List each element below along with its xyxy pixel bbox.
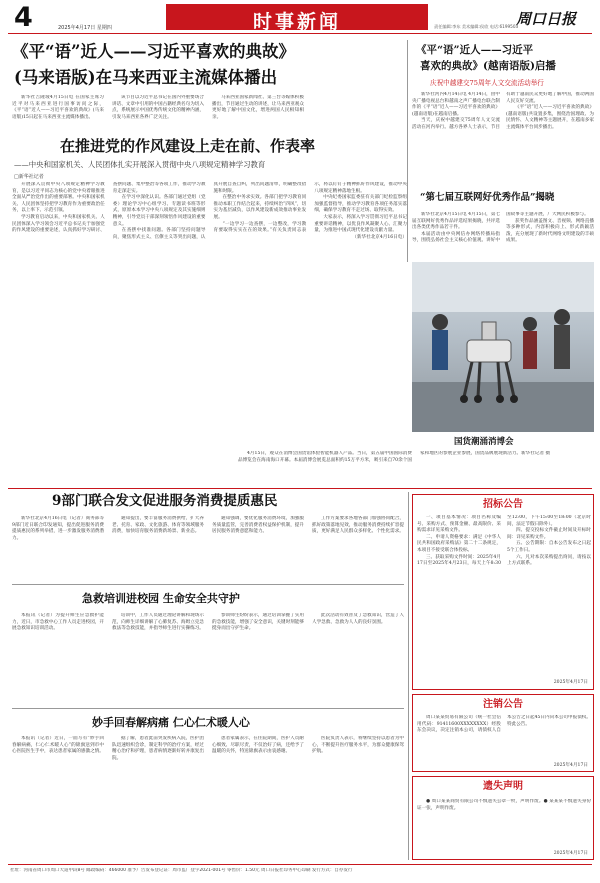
first-aid-paragraph: 本报讯（记者）为提升师生应急救护能力，近日，市急救中心工作人员走进校园，开展急救知识培训活动。 [12, 613, 104, 632]
education-paragraph: 开展深入贯彻中央八项规定精神学习教育，是以习近平同志为核心的党中央着眼推进全面从严治党作出的重要部署。中央和国家机关、人民团体坚持把学习教育作为重要政治任务，以上率下、示范引领。 [12, 182, 105, 214]
internet-paragraph: 获奖作品涵盖图文、音视频、网络直播等多种形式，内容积极向上、形式新颖活泼，充分展现了新时代网络文明建设的丰硕成果。 [506, 218, 594, 244]
doctor-paragraph: 据了解，患者此前突发疾病入院，医护团队迅速组织会诊，制定科学的治疗方案，经过精心治疗和护理，患者病情逐渐好转并康复出院。 [112, 736, 204, 761]
lost-body [417, 799, 591, 847]
recruit-paragraph: 六、凡对本次采购提出询问，请按以上方式联系。 [507, 554, 591, 567]
education-subtitle: ——中央和国家机关、人民团体扎实开展深入贯彻中央八项规定精神学习教育 [14, 160, 266, 169]
education-paragraph: 中央纪委国家监委驻有关部门纪检监察组加强监督指导，推动学习教育各项任务落实落细，确保学习教育不走过场、取得实效。 [314, 195, 407, 214]
recruit-title: 招标公告 [483, 499, 523, 510]
education-paragraph: 在查摆中找准问题。各部门坚持问题导向，聚焦形式主义、官僚主义等突出问题，认真开展自查自纠，列出问题清单，明确整改措施和时限。 [112, 182, 307, 240]
first-aid-paragraph: 参训师生纷纷表示，通过培训掌握了实用的急救技能，增强了安全意识，关键时刻能够挺身而出守护生命。 [212, 613, 304, 632]
masthead [0, 0, 600, 36]
cancel-title: 注销公告 [483, 699, 523, 710]
lost-title: 遗失声明 [483, 781, 523, 792]
internet-paragraph: 新华社北京4月15日电 4月15日，第七届互联网好优秀作品评选结果揭晓，共评选出各类优秀作品若干件。 [412, 212, 500, 231]
internet-story-body [412, 212, 594, 260]
doctor-paragraph: 本报讯（记者）近日，一面写有“妙手回春解病痛，仁心仁术暖人心”的锦旗送到市中心医院医生手中，表达患者家属的感激之情。 [12, 736, 104, 755]
paper-logo: 周口日报 [516, 10, 577, 28]
education-paragraph: 在整治中务求实效。各部门把学习教育同推动本职工作结合起来，持续纠治“四风”，切实为基层减负，以作风建设新成效推动事业发展。 [213, 195, 307, 220]
education-paragraph: 大家表示，将深入学习贯彻习近平总书记重要讲话精神，以优良作风凝聚人心、汇聚力量，为推进中国式现代化建设贡献力量。 [314, 214, 407, 234]
right-top-paragraph: 当天，庆祝中越建交75周年人文交流活动在河内举行。越方各界人士表示，节目有助于越南民众更好地了解中国，推动两国人民友好交流。 [412, 92, 594, 130]
lead-title-line2: (马来语版)在马来西亚主流媒体播出 [14, 68, 278, 87]
section-title: 时事新闻 [252, 11, 341, 33]
doctor-paragraph: 患者家属表示，在住院期间，医护人员耐心细致、尽职尽责，不仅治好了病，还给予了温暖的关怀，特送锦旗表示由衷感谢。 [212, 736, 304, 755]
education-paragraph: “一边学习一边查摆，一边整改，学习教育要取得实实在在的效果。”有关负责同志表示，将以钉钉子精神抓好作风建设，推动中央八项规定精神落地生根。 [213, 182, 407, 234]
cancel-notice [412, 694, 594, 772]
services-paragraph: 通知强调，要优化服务消费环境，加强服务质量监管，完善消费者权益保护机制，提升居民服务消费意愿和能力。 [212, 516, 304, 535]
first-aid-paragraph: 培训中，工作人员通过理论讲解和现场示范，向师生详细讲解了心肺复苏、海姆立克急救法等急救技能，并指导师生进行实操练习。 [112, 613, 204, 632]
education-paragraph: 在学习中深化认识。各部门通过党组（党委）理论学习中心组学习、专题读书班等形式，原原本本学习中央八项规定及其实施细则精神，引导党员干部深刻领悟作风建设的重要意义。 [112, 195, 206, 227]
doctor-paragraph: 医院负责人表示，将继续坚持以患者为中心，不断提升医疗服务水平，为群众健康保驾护航。 [312, 736, 404, 755]
cancel-paragraph: 周口某某贸易有限公司（统一社会信用代码：91411600XXXXXXXX）经股东会决议，决定注销本公司，请债权人自本公告之日起45日内向本公司申报债权。特此公告。 [417, 715, 591, 734]
right-top-story-body [412, 92, 594, 162]
right-top-subtitle: 庆祝中越建交75周年人文交流活动举行 [430, 79, 544, 87]
first-aid-story-body [12, 613, 404, 703]
lead-paragraph: 新华社吉隆坡4月15日电 在国家主席习近平对马来西亚进行国事访问之际，《平“语”近人——习近平喜欢的典故》(马来语版)15日起在马来西亚主流媒体播出。 [12, 95, 104, 120]
expo-photo-illustration [412, 262, 594, 432]
education-story-body [12, 182, 407, 482]
services-story-body [12, 516, 404, 580]
expo-caption-text: 4月15日，观众在消博会国货馆体验智能机器人产品。当日，第五届中国国际消费品博览会在海南海口开幕。本届消博会展览总面积约15万平方米，吸引来自70余个国家和地区的参展企业参展，国货品牌展现新活力。新华社记者 摄 [238, 451, 551, 463]
recruit-sign: 2025年4月17日 [553, 680, 588, 685]
lead-paragraph: 该节目以习近平总书记在国内外重要场合讲话、文章中引用的中国古籍经典名句为切入点，系统展示中国优秀传统文化的精神内涵，引发马来西亚各界广泛关注。 [112, 95, 204, 120]
page-number: 4 [14, 2, 33, 33]
lead-story-body [12, 95, 404, 131]
section-divider [8, 488, 592, 489]
recruit-paragraph: 四、提交投标文件截止时间及开标时间：详见采购文件。 [507, 528, 591, 540]
right-top-paragraph: 《平“语”近人——习近平喜欢的典故》(越南语版)共设置多集，围绕治国理政、为民情怀、人文精神等主题展开，在越南多家主流媒体平台同步播出。 [506, 105, 594, 130]
right-top-title-line2: 喜欢的典故》(越南语版)启播 [420, 60, 556, 72]
first-aid-title: 急救培训进校园 生命安全共守护 [82, 592, 240, 605]
services-paragraph: 工作方案要求各地各部门加强协同配合，抓好政策落地见效，推动服务消费持续扩容提质，更好满足人民群众多样化、个性化需求。 [312, 516, 404, 535]
lead-paragraph: 马来西亚国家新闻社、第三台等媒体积极播出，节目通过生动的讲述，让马来西亚观众更好地了解中国文化，增进两国人民相知相亲。 [212, 95, 304, 120]
education-title: 在推进党的作风建设上走在前、作表率 [60, 137, 316, 155]
recruit-body [417, 515, 591, 675]
footer-text: 社址：河南省周口市周口大道中段8号 邮政编码：466000 准予广告发布登记证：周市监广登字2021-001号 零售价：1.50元 周口日报社印务中心印刷 发行方式：自办发行 [10, 868, 353, 873]
doctor-title: 妙手回春解病痛 仁心仁术暖人心 [92, 716, 250, 729]
divider [407, 40, 408, 262]
lead-title-line1: 《平“语”近人——习近平喜欢的典故》 [12, 42, 295, 61]
internet-title: “第七届互联网好优秀作品”揭晓 [420, 192, 555, 203]
expo-caption-title: 国货潮涌消博会 [454, 437, 514, 447]
services-paragraph: 新华社北京4月16日电（记者）商务部等9部门近日联合印发通知，提出促进服务消费提质惠民的系列举措，进一步激发服务消费潜力。 [12, 516, 104, 541]
recruit-notice [412, 494, 594, 690]
internet-paragraph: 本届活动由中央网信办网络传播局指导，围绕弘扬社会主义核心价值观、讲好中国故事等主题开展，广大网民积极参与。 [412, 212, 589, 244]
editor-line: 责任编辑:李东 美术编辑:侯欣 电话:6199503 [434, 24, 519, 29]
footer-rule [8, 864, 592, 865]
recruit-paragraph: 一、项目基本情况：项目名称及编号、采购方式、预算金额、最高限价、采购需求详见采购文件。 [417, 515, 501, 534]
expo-caption [238, 451, 594, 485]
recruit-paragraph: 三、获取采购文件时间：2025年4月17日至2025年4月23日，每天上午8:30至12:00，下午15:00至18:00（北京时间，法定节假日除外）。 [417, 515, 591, 567]
masthead-rule [8, 33, 592, 34]
divider [408, 492, 409, 860]
issue-date: 2025年4月17日 星期四 [58, 25, 112, 31]
right-top-title-line1: 《平“语”近人——习近平 [416, 44, 534, 56]
divider [12, 708, 404, 709]
lost-paragraph: ● 周口某某商贸有限公司不慎遗失公章一枚，声明作废。● 某某某不慎遗失身份证一张，声明作废。 [417, 799, 591, 811]
education-byline: □新华社记者 [14, 174, 44, 180]
divider [12, 584, 404, 585]
expo-photo [412, 262, 594, 432]
right-top-paragraph: 新华社河内4月14日电 4月14日，由中央广播电视总台和越南之声广播电台联合制作的《平“语”近人——习近平喜欢的典故》(越南语版)在越南启播。 [412, 92, 500, 117]
lost-notice [412, 776, 594, 860]
first-aid-paragraph: 此次活动有效普及了急救知识，营造了人人学急救、急救为人人的良好氛围。 [312, 613, 404, 625]
lost-sign: 2025年4月17日 [553, 851, 588, 856]
education-credit: （新华社北京4月16日电） [352, 234, 407, 240]
services-title: 9部门联合发文促进服务消费提质惠民 [52, 493, 278, 509]
services-paragraph: 通知提出，要丰富服务消费供给，扩大养老、托育、家政、文化旅游、体育等领域服务消费，加快培育服务消费新场景、新业态。 [112, 516, 204, 535]
education-paragraph: 学习教育启动以来，中央和国家机关、人民团体深入学习领会习近平总书记关于加强党的作风建设的重要论述，认真抓好学习研讨、查摆问题、集中整治等各项工作，推动学习教育走深走实。 [12, 182, 206, 234]
cancel-body [417, 715, 591, 761]
recruit-paragraph: 五、公告期限：自本公告发布之日起5个工作日。 [507, 541, 591, 553]
cancel-sign: 2025年4月17日 [553, 763, 588, 768]
recruit-paragraph: 二、申请人资格要求：满足《中华人民共和国政府采购法》第二十二条规定，本项目不接受联合体投标。 [417, 534, 501, 553]
doctor-story-body [12, 736, 404, 858]
